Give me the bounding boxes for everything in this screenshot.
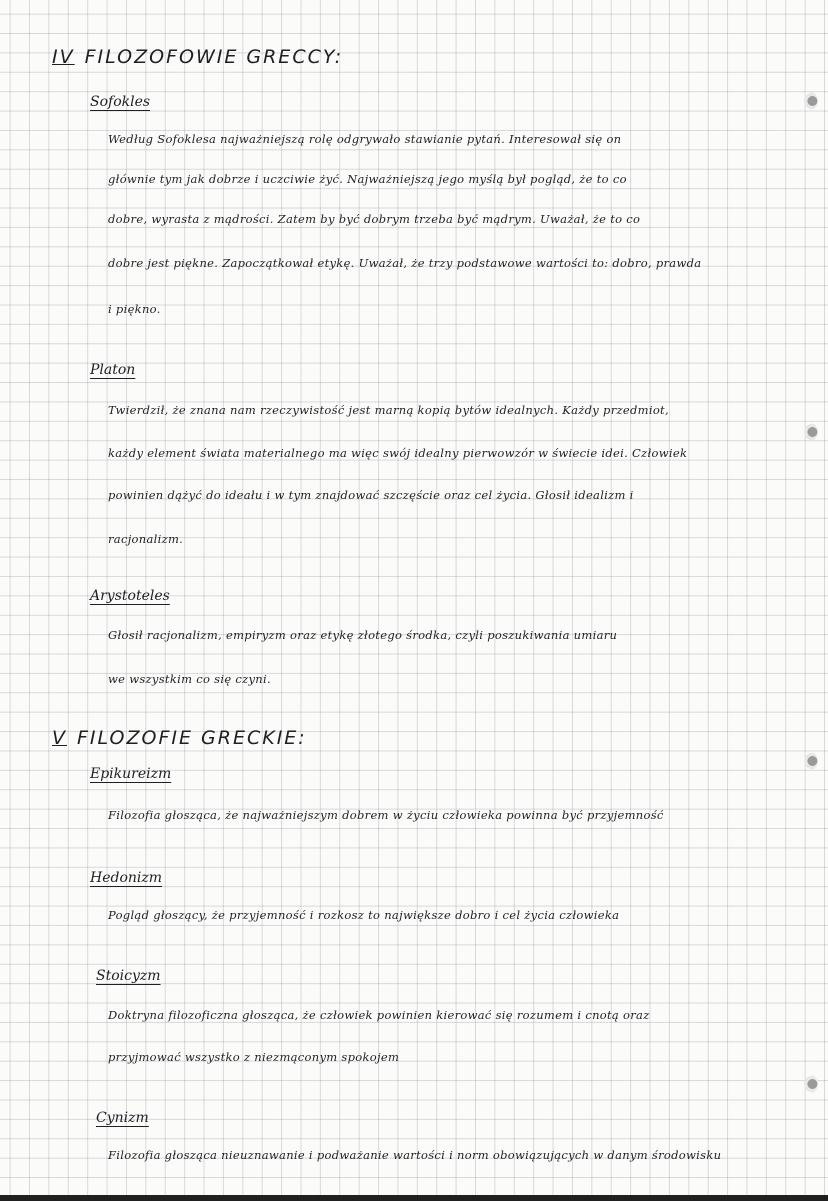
platon-line: każdy element świata materialnego ma więc swój idealny pierwowzór w świecie idei. Człowiek [108,446,688,460]
platon-heading: Platon [90,362,136,378]
stoicyzm-line: przyjmować wszystko z niezmąconym spokojem [108,1050,400,1064]
section-v-heading [52,727,307,749]
platon-line: racjonalizm. [108,532,184,546]
sofokles-line: dobre jest piękne. Zapoczątkował etykę. Uważał, że trzy podstawowe wartości to: dobro, prawda [108,256,702,270]
arystoteles-line: Głosił racjonalizm, empiryzm oraz etykę złotego środka, czyli poszukiwania umiaru [108,628,618,642]
section-iv-title: FILOZOFOWIE GRECCY: [84,46,344,68]
arystoteles-heading: Arystoteles [90,588,170,604]
sofokles-heading: Sofokles [90,94,151,110]
arystoteles-line: we wszystkim co się czyni. [108,672,271,686]
section-v-title: FILOZOFIE GRECKIE: [77,727,307,749]
page-bottom-edge [0,1195,828,1201]
platon-line: Twierdził, że znana nam rzeczywistość jest marną kopią bytów idealnych. Każdy przedmiot, [108,403,669,417]
platon-line: powinien dążyć do ideału i w tym znajdować szczęście oraz cel życia. Głosił idealizm i [108,488,634,502]
section-iv-numeral: IV [52,46,75,68]
cynizm-line: Filozofia głosząca nieuznawanie i podważanie wartości i norm obowiązujących w danym środowisku [108,1148,722,1162]
sofokles-line: i piękno. [108,302,161,316]
cynizm-heading: Cynizm [96,1110,149,1126]
section-v-numeral: V [52,727,67,749]
sofokles-line: głównie tym jak dobrze i uczciwie żyć. Najważniejszą jego myślą był pogląd, że to co [108,172,627,186]
hedonizm-heading: Hedonizm [90,870,163,886]
sofokles-line: Według Sofoklesa najważniejszą rolę odgrywało stawianie pytań. Interesował się on [108,132,622,146]
epikureizm-line: Filozofia głosząca, że najważniejszym dobrem w życiu człowieka powinna być przyjemność [108,808,664,822]
stoicyzm-line: Doktryna filozoficzna głosząca, że człowiek powinien kierować się rozumem i cnotą oraz [108,1008,650,1022]
section-iv-heading [52,46,343,68]
epikureizm-heading: Epikureizm [90,766,172,782]
hedonizm-line: Pogląd głoszący, że przyjemność i rozkosz to największe dobro i cel życia człowieka [108,908,620,922]
stoicyzm-heading: Stoicyzm [96,968,161,984]
sofokles-line: dobre, wyrasta z mądrości. Zatem by być dobrym trzeba być mądrym. Uważał, że to co [108,212,641,226]
